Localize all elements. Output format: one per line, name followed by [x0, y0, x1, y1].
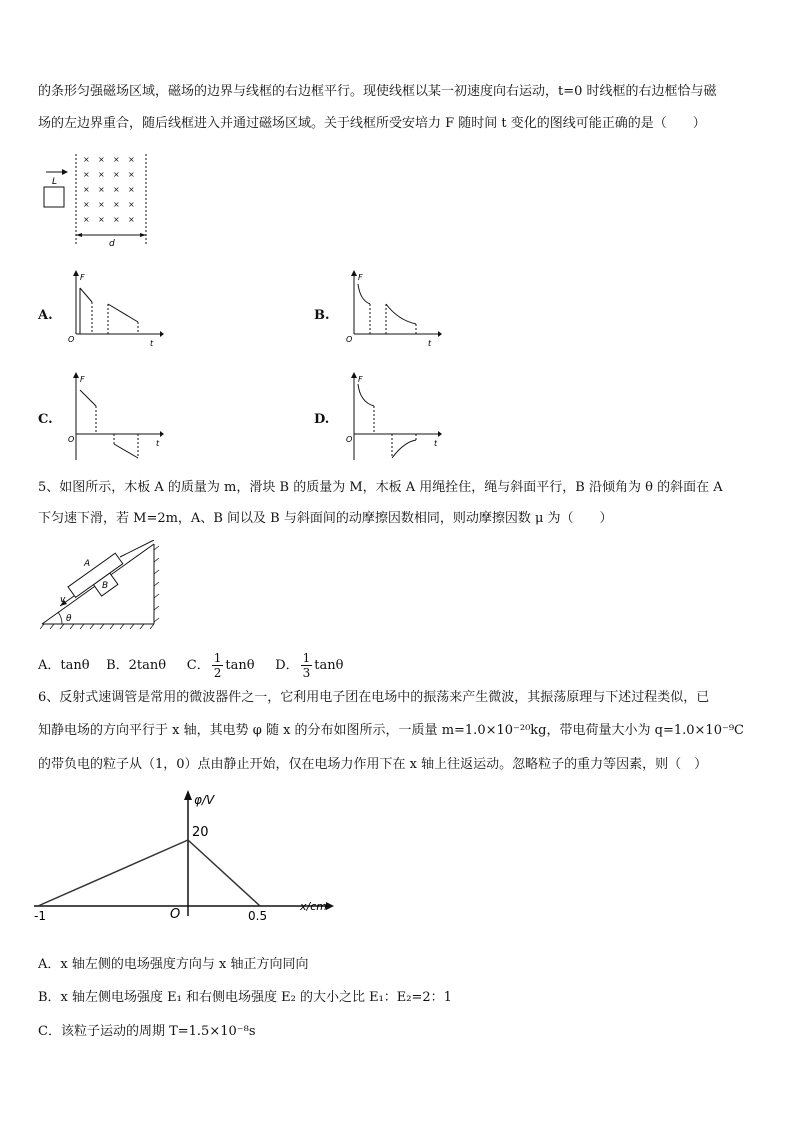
- graph-left-label: -1: [34, 909, 46, 920]
- svg-text:O: O: [68, 335, 75, 344]
- svg-text:×: ×: [98, 170, 105, 179]
- q4-option-b-label[interactable]: B.: [314, 308, 330, 323]
- graph-peak-label: 20: [192, 825, 209, 840]
- q5-option-a[interactable]: A．tanθ: [38, 658, 90, 673]
- svg-text:×: ×: [98, 215, 105, 224]
- graph-origin-label: O: [170, 907, 181, 920]
- svg-text:t: t: [428, 339, 432, 348]
- q4-option-c-label[interactable]: C.: [38, 412, 53, 427]
- q4-field-figure: [38, 150, 158, 250]
- svg-text:×: ×: [128, 200, 135, 209]
- svg-text:O: O: [346, 335, 353, 344]
- q6-option-b[interactable]: B．x 轴左侧电场强度 E₁ 和右侧电场强度 E₂ 的大小之比 E₁：E₂=2：1: [38, 990, 452, 1005]
- q4-text-line1: 的条形匀强磁场区域，磁场的边界与线框的右边框平行。现使线框以某一初速度向右运动，t=0 时线框的右边框恰与磁: [38, 84, 717, 99]
- svg-text:A: A: [84, 559, 91, 569]
- q6-option-a[interactable]: A．x 轴左侧的电场强度方向与 x 轴正方向同向: [38, 957, 309, 972]
- svg-text:×: ×: [83, 155, 90, 164]
- q4-option-a-graph: [64, 270, 164, 350]
- q6-text-line3: 的带负电的粒子从（1，0）点由静止开始，仅在电场力作用下在 x 轴上往返运动。忽略粒子的重力等因素，则（ ）: [38, 757, 708, 772]
- q6-text-line2: 知静电场的方向平行于 x 轴，其电势 φ 随 x 的分布如图所示，一质量 m=1.0×10⁻²⁰kg，带电荷量大小为 q=1.0×10⁻⁹C: [38, 723, 744, 738]
- svg-text:×: ×: [83, 170, 90, 179]
- q5-options-row: [38, 651, 343, 680]
- svg-text:×: ×: [113, 185, 120, 194]
- coil-square: [44, 187, 64, 207]
- svg-text:F: F: [80, 273, 85, 282]
- q4-option-b-graph: [342, 270, 442, 350]
- q5-option-b[interactable]: B．2tanθ: [106, 658, 167, 673]
- svg-text:v: v: [60, 595, 66, 605]
- q4-option-a-label[interactable]: A.: [38, 308, 53, 323]
- svg-text:B: B: [102, 581, 109, 591]
- label-L: L: [52, 177, 58, 187]
- q4-option-d-graph: [342, 372, 442, 462]
- q6-potential-graph: [34, 790, 334, 920]
- svg-text:t: t: [434, 439, 438, 448]
- q5-option-d[interactable]: D． $\frac{1}{3}$ tanθ: [275, 651, 344, 680]
- q4-option-d-label[interactable]: D.: [314, 412, 330, 427]
- svg-text:×: ×: [128, 155, 135, 164]
- svg-text:×: ×: [83, 200, 90, 209]
- svg-text:×: ×: [98, 185, 105, 194]
- q5-incline-figure: [40, 540, 160, 630]
- graph-x-label: x/cm: [300, 900, 327, 913]
- svg-text:×: ×: [83, 215, 90, 224]
- q5-text-line2: 下匀速下滑，若 M=2m，A、B 间以及 B 与斜面间的动摩擦因数相同，则动摩擦因数 μ 为（ ）: [38, 511, 613, 526]
- svg-text:×: ×: [128, 185, 135, 194]
- svg-text:O: O: [346, 435, 353, 444]
- svg-text:×: ×: [113, 170, 120, 179]
- svg-text:×: ×: [98, 155, 105, 164]
- q5-text-line1: 5、如图所示，木板 A 的质量为 m，滑块 B 的质量为 M，木板 A 用绳拴住，绳与斜面平行，B 沿倾角为 θ 的斜面在 A: [38, 480, 723, 495]
- graph-right-label: 0.5: [248, 909, 268, 920]
- q4-option-c-graph: [64, 372, 164, 462]
- q6-option-c[interactable]: C．该粒子运动的周期 T=1.5×10⁻⁸s: [38, 1024, 256, 1039]
- graph-y-label: φ/V: [194, 793, 215, 807]
- svg-text:t: t: [150, 339, 154, 348]
- label-d: d: [109, 239, 115, 249]
- q4-text-line2: 场的左边界重合，随后线框进入并通过磁场区域。关于线框所受安培力 F 随时间 t 变化的图线可能正确的是（ ）: [38, 116, 706, 131]
- svg-text:O: O: [68, 435, 75, 444]
- svg-text:×: ×: [113, 155, 120, 164]
- svg-text:×: ×: [98, 200, 105, 209]
- svg-text:F: F: [80, 375, 85, 384]
- q5-option-c[interactable]: C． $\frac{1}{2}$ tanθ: [186, 651, 255, 680]
- svg-text:×: ×: [83, 185, 90, 194]
- svg-text:t: t: [156, 439, 160, 448]
- svg-text:×: ×: [113, 215, 120, 224]
- svg-text:θ: θ: [66, 614, 72, 624]
- board-A: [68, 553, 123, 597]
- svg-text:×: ×: [128, 170, 135, 179]
- q6-text-line1: 6、反射式速调管是常用的微波器件之一，它利用电子团在电场中的振荡来产生微波，其振荡原理与下述过程类似，已: [38, 690, 710, 705]
- svg-text:×: ×: [113, 200, 120, 209]
- svg-text:F: F: [358, 273, 363, 282]
- svg-text:×: ×: [128, 215, 135, 224]
- svg-text:F: F: [358, 375, 363, 384]
